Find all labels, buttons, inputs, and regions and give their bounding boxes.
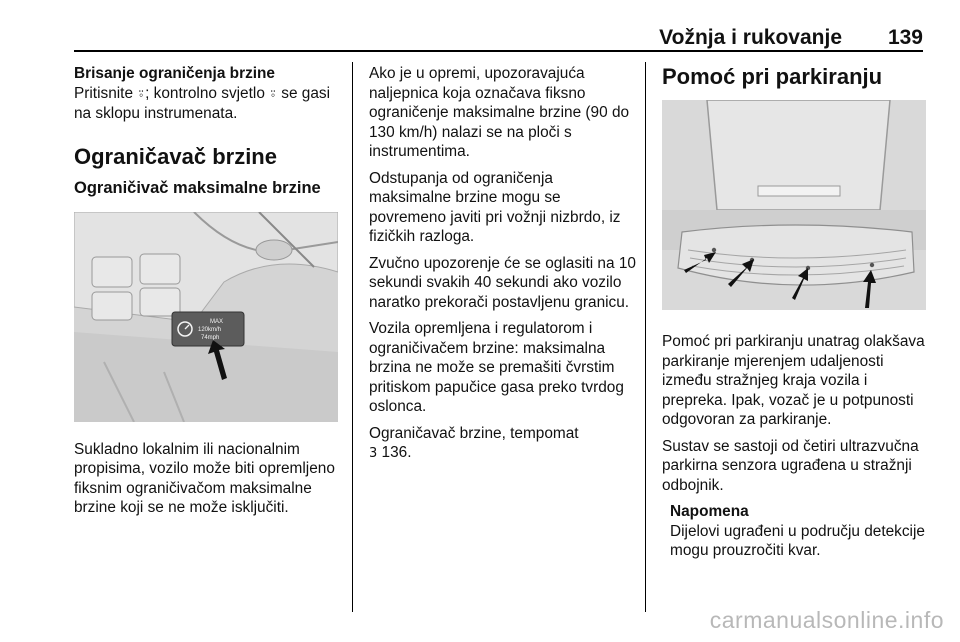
reference-page-link[interactable]: 136. — [377, 444, 412, 461]
paragraph-zvucno: Zvučno upozorenje će se oglasiti na 10 sekundi svakih 40 sekundi ako vozilo naratko prekorači postavljenu granicu. — [369, 254, 636, 311]
note-box — [670, 502, 928, 561]
sensor-dot — [870, 263, 874, 267]
column-divider — [352, 62, 353, 612]
column-right — [662, 64, 928, 561]
watermark: carmanualsonline.info — [709, 607, 944, 633]
note-text: Dijelovi ugrađeni u području detekcije mogu prouzročiti kvar. — [670, 522, 925, 559]
paragraph-pomoc-unatrag: Pomoć pri parkiranju unatrag olakšava parkiranje mjerenjem udaljenosti između stražnjeg kraja vozila i prepreka. Ipak, vozač je u potpunosti odgovoran za parkiranje. — [662, 333, 925, 428]
figure-dashboard-label — [74, 212, 338, 422]
reference-title: Ograničavač brzine, tempomat — [369, 424, 579, 442]
heading-ogranicavac-brzine: Ograničavač brzine — [74, 143, 277, 169]
brisanje-text-3: se gasi na sklopu instrumenata. — [74, 84, 331, 122]
paragraph-reference — [369, 424, 639, 464]
paragraph-sustav: Sustav se sastoji od četiri ultrazvučna parkirna senzora ugrađena u stražnji odbojnik. — [662, 437, 919, 494]
figure-rear-bumper-sensors — [662, 100, 926, 310]
figure-label-max: MAX — [210, 318, 224, 325]
sensor-dot — [712, 248, 716, 252]
paragraph-vozila-opremljena: Vozila opremljena i regulatorom i ograničivačem brzine: maksimalna brzina ne može se premašiti čvrstim pritiskom papučice gasa preko tvrdog oslonca. — [369, 320, 624, 415]
reference-arrow-icon: 3 — [369, 446, 378, 461]
column-middle — [369, 64, 639, 464]
paragraph-upozoravajuca: Ako je u opremi, upozoravajuća naljepnica koja označava fiksno ograničenje maksimalne brzine (90 do 130 km/h) nalazi se na ploči s instrumentima. — [369, 65, 630, 160]
heading-ogranicivac-maksimalne-brzine: Ograničivač maksimalne brzine — [74, 178, 321, 197]
note-title: Napomena — [670, 503, 749, 520]
heading-pomoc-pri-parkiranju: Pomoć pri parkiranju — [662, 64, 883, 89]
column-divider — [645, 62, 646, 612]
paragraph-sukladno: Sukladno lokalnim ili nacionalnim propisima, vozilo može biti opremljeno fiksnim ograničivačom maksimalne brzine koji se ne može isključiti. — [74, 440, 335, 516]
figure-label-mph: 74mph — [201, 334, 220, 341]
paragraph-odstupanja: Odstupanja od ograničenja maksimalne brzine mogu se povremeno javiti pri vožnji nizbrdo, iz fizičkih razloga. — [369, 169, 621, 245]
heading-brisanje: Brisanje ograničenja brzine — [74, 65, 275, 82]
figure-label-kmh: 120km/h — [198, 326, 222, 333]
brisanje-text-2: ; kontrolno svjetlo — [145, 84, 270, 102]
paragraph-brisanje — [74, 84, 346, 124]
header-rule — [74, 50, 923, 52]
speedometer-icon: ⍤ — [269, 86, 277, 102]
column-left — [74, 64, 346, 525]
speedometer-icon: ⍤ — [137, 86, 146, 102]
header-title: Vožnja i rukovanje — [659, 26, 842, 49]
brisanje-text-1: Pritisnite — [74, 84, 138, 102]
page-number: 139 — [887, 26, 923, 49]
